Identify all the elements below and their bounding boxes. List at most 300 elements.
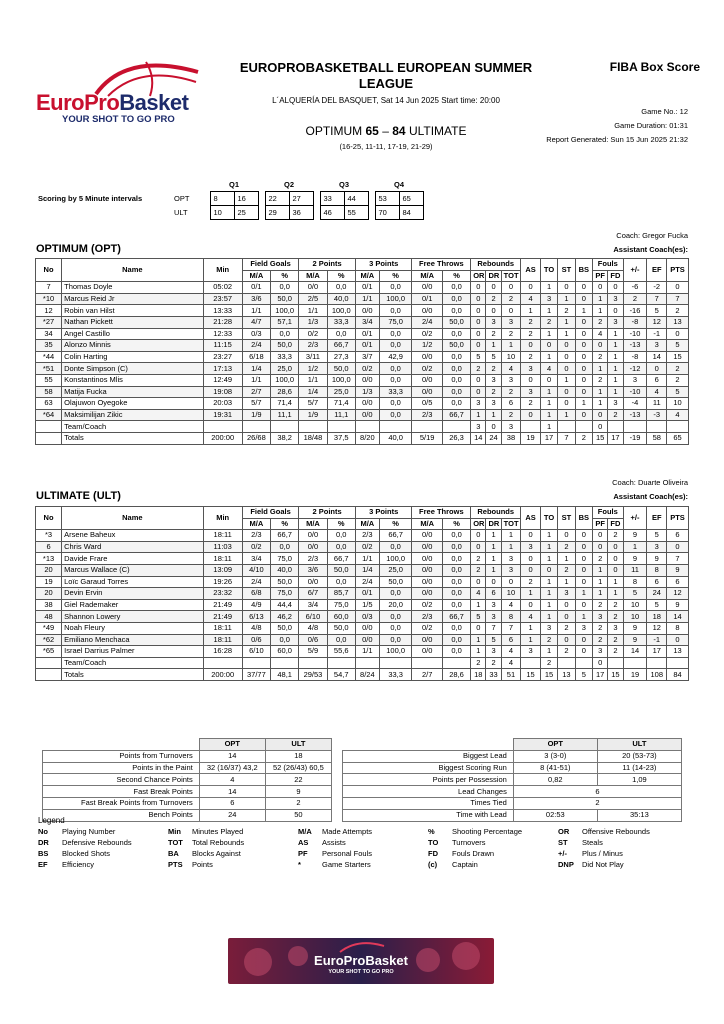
stat-cell	[647, 657, 667, 669]
stat-cell: 18:11	[203, 634, 242, 646]
legend-key: OR	[558, 827, 570, 836]
stat-cell: -12	[623, 363, 647, 375]
stat-value: 24	[199, 809, 265, 821]
stat-cell: Matija Fucka	[62, 386, 203, 398]
column-subheader: M/A	[412, 518, 442, 530]
stat-cell: 0	[593, 530, 608, 542]
column-header: BS	[575, 259, 592, 282]
home-team: OPTIMUM	[305, 124, 363, 138]
stat-cell: 4/7	[242, 316, 270, 328]
stat-cell: 2	[593, 351, 608, 363]
stat-cell: 3	[647, 340, 667, 352]
stat-cell: Davide Frare	[62, 553, 203, 565]
stat-cell: 75,0	[379, 316, 412, 328]
stat-cell: 0	[593, 282, 608, 294]
stat-cell: 2	[608, 599, 623, 611]
stat-cell	[412, 657, 442, 669]
stat-cell: 3	[501, 553, 521, 565]
stat-cell: 0	[593, 541, 608, 553]
stat-cell: 0	[486, 282, 501, 294]
stat-cell: 7	[36, 282, 62, 294]
stat-cell: 18/48	[299, 432, 327, 444]
column-header: AS	[521, 259, 541, 282]
stat-cell: 1	[486, 541, 501, 553]
column-subheader: M/A	[355, 270, 379, 282]
stat-cell: 0	[471, 282, 486, 294]
stat-cell: 1	[486, 564, 501, 576]
stat-cell: 0	[575, 351, 592, 363]
stat-cell: 12	[667, 588, 689, 600]
stat-cell: 1/3	[299, 316, 327, 328]
stat-cell: 21:28	[203, 316, 242, 328]
stat-value: 20 (53-73)	[597, 750, 681, 762]
column-subheader: %	[442, 270, 470, 282]
stat-cell: 0	[575, 541, 592, 553]
stat-cell: 0	[521, 564, 541, 576]
stat-cell: 3	[501, 421, 521, 433]
stat-label: Points from Turnovers	[43, 750, 200, 762]
stat-cell: 1	[471, 599, 486, 611]
legend-key: BS	[38, 849, 49, 858]
stat-cell: 0	[575, 634, 592, 646]
stat-cell: 0,0	[327, 328, 355, 340]
stat-cell: 20:03	[203, 398, 242, 410]
stat-cell: 2/3	[299, 340, 327, 352]
player-row	[36, 646, 689, 658]
stat-cell: 0/0	[412, 374, 442, 386]
team2-coach: Coach: Duarte Oliveira	[612, 478, 688, 487]
stat-cell: 0	[593, 409, 608, 421]
stat-cell: 75,0	[271, 553, 299, 565]
legend-desc: Blocked Shots	[62, 849, 110, 858]
stat-cell: 9	[623, 530, 647, 542]
stat-cell: 6	[36, 541, 62, 553]
legend-key: AS	[298, 838, 309, 847]
stat-cell: 0	[471, 316, 486, 328]
stat-cell	[327, 657, 355, 669]
legend-key: PF	[298, 849, 308, 858]
stat-cell: 18:11	[203, 530, 242, 542]
stat-cell: 4	[593, 328, 608, 340]
column-header: 3 Points	[355, 259, 412, 271]
stat-cell	[36, 657, 62, 669]
stat-cell: 0,0	[327, 634, 355, 646]
stat-cell: 1	[593, 576, 608, 588]
stat-cell: 0,0	[442, 646, 470, 658]
player-row	[36, 409, 689, 421]
stat-cell	[575, 657, 592, 669]
legend-key: ST	[558, 838, 568, 847]
report-title: EUROPROBASKETBALL EUROPEAN SUMMER LEAGUE	[239, 60, 533, 91]
column-header: PTS	[667, 507, 689, 530]
stat-cell: 21:49	[203, 599, 242, 611]
quarter-scores: (16-25, 11-11, 17-19, 21-29)	[339, 142, 433, 151]
stat-cell: 0	[667, 282, 689, 294]
column-header: No	[36, 507, 62, 530]
stat-cell: 2	[593, 622, 608, 634]
legend-title: Legend	[38, 816, 65, 825]
stat-cell: 2	[608, 409, 623, 421]
legend-key: M/A	[298, 827, 312, 836]
stat-cell: 1	[558, 328, 575, 340]
stat-cell: *13	[36, 553, 62, 565]
stat-cell: 0,0	[327, 541, 355, 553]
stat-cell: 2	[501, 293, 521, 305]
stat-cell: 1	[575, 588, 592, 600]
stat-cell: 0	[575, 328, 592, 340]
stats-head-ult: ULT	[265, 739, 331, 751]
stat-cell: 66,7	[271, 530, 299, 542]
stat-cell	[608, 421, 623, 433]
stat-cell: Chris Ward	[62, 541, 203, 553]
stat-value: 0,82	[513, 774, 597, 786]
stat-cell	[623, 657, 647, 669]
legend-key: No	[38, 827, 48, 836]
stat-cell: 0	[575, 363, 592, 375]
stat-label: Biggest Scoring Run	[343, 762, 514, 774]
player-row	[36, 363, 689, 375]
column-subheader: M/A	[412, 270, 442, 282]
stat-cell: 3	[608, 622, 623, 634]
stat-cell: 33,3	[327, 316, 355, 328]
stat-cell: 1	[540, 553, 557, 565]
stat-cell: 0/0	[412, 634, 442, 646]
stat-cell: 2	[593, 316, 608, 328]
stat-cell: 15	[593, 432, 608, 444]
column-header: Min	[203, 259, 242, 282]
stat-cell: 46,2	[271, 611, 299, 623]
column-subheader: M/A	[355, 518, 379, 530]
legend-desc: Defensive Rebounds	[62, 838, 132, 847]
stat-cell: 13	[558, 669, 575, 681]
stat-cell: 0/1	[412, 293, 442, 305]
stat-cell: 1	[540, 611, 557, 623]
stat-cell: 25,0	[379, 564, 412, 576]
stat-cell: 0,0	[379, 634, 412, 646]
header-row	[36, 507, 689, 519]
report-generated: Report Generated: Sun 15 Jun 2025 21:32	[546, 135, 688, 144]
stat-cell	[271, 657, 299, 669]
team-stats-right	[342, 738, 682, 822]
stat-cell: 0,0	[379, 541, 412, 553]
stat-cell: 11	[647, 398, 667, 410]
stat-cell: 29/53	[299, 669, 327, 681]
legend-desc: Steals	[582, 838, 603, 847]
stat-cell: 0	[575, 409, 592, 421]
player-row	[36, 622, 689, 634]
column-header: ST	[558, 507, 575, 530]
stat-cell: 2	[521, 328, 541, 340]
stat-cell: 1	[593, 588, 608, 600]
player-row	[36, 282, 689, 294]
stat-cell: 10	[623, 599, 647, 611]
stat-cell: 3	[647, 541, 667, 553]
stat-value: 1,09	[597, 774, 681, 786]
stat-cell: -13	[623, 340, 647, 352]
column-header: Fouls	[593, 259, 623, 271]
stat-cell: 0	[575, 374, 592, 386]
stat-cell: 2	[608, 530, 623, 542]
stat-cell: 0	[521, 282, 541, 294]
stat-cell: -1	[647, 328, 667, 340]
stat-value: 4	[199, 774, 265, 786]
stat-cell: 1	[558, 293, 575, 305]
stat-cell: 0	[558, 599, 575, 611]
stat-cell: 0/0	[355, 622, 379, 634]
stat-cell: 0,0	[327, 530, 355, 542]
stat-cell: 0/0	[355, 409, 379, 421]
stat-value: 11 (14-23)	[597, 762, 681, 774]
interval-cell: 10	[210, 206, 234, 220]
stat-value: 8 (41-51)	[513, 762, 597, 774]
stat-cell: 71,4	[271, 398, 299, 410]
stat-cell: 6/8	[242, 588, 270, 600]
column-header: TO	[540, 507, 557, 530]
stat-cell: 0	[471, 541, 486, 553]
stat-cell: 6/18	[242, 351, 270, 363]
stat-cell: 1	[486, 553, 501, 565]
stat-cell: 37/77	[242, 669, 270, 681]
stat-cell: *44	[36, 351, 62, 363]
column-header: No	[36, 259, 62, 282]
stat-cell: 0,0	[442, 386, 470, 398]
stat-cell: 100,0	[327, 305, 355, 317]
column-subheader: PF	[593, 518, 608, 530]
stat-cell: 1	[540, 421, 557, 433]
column-subheader: FD	[608, 518, 623, 530]
column-header: Name	[62, 259, 203, 282]
logo-slogan: YOUR SHOT TO GO PRO	[62, 114, 175, 125]
stat-cell: 6	[501, 634, 521, 646]
banner-brand: EuroProBasket	[314, 953, 408, 968]
stat-cell: 0	[575, 530, 592, 542]
stat-cell: 3/4	[299, 599, 327, 611]
stat-cell: 0/2	[412, 328, 442, 340]
stat-cell: 0,0	[442, 622, 470, 634]
stat-label: Time with Lead	[343, 809, 514, 821]
stat-cell: 6	[501, 398, 521, 410]
stat-cell: 0,0	[442, 398, 470, 410]
player-row	[36, 588, 689, 600]
stat-cell: 0	[558, 398, 575, 410]
stat-cell: 0	[575, 340, 592, 352]
legend-desc: Offensive Rebounds	[582, 827, 650, 836]
stat-cell: 15	[667, 351, 689, 363]
stat-cell: 0	[593, 421, 608, 433]
stat-cell: 0	[593, 657, 608, 669]
column-header: Field Goals	[242, 507, 299, 519]
team-stat-row	[43, 786, 332, 798]
stat-cell: 1	[593, 293, 608, 305]
stat-cell: 1	[608, 328, 623, 340]
stat-cell: 50,0	[327, 622, 355, 634]
stat-cell: 0/1	[355, 588, 379, 600]
stat-cell: 2	[486, 293, 501, 305]
stat-cell: 9	[623, 553, 647, 565]
legend-desc: Minutes Played	[192, 827, 244, 836]
stat-cell: 12:33	[203, 328, 242, 340]
stat-cell: 6/10	[242, 646, 270, 658]
stat-cell: 7	[667, 553, 689, 565]
stat-cell: 65	[667, 432, 689, 444]
column-header: Free Throws	[412, 259, 471, 271]
stat-cell: 4	[501, 646, 521, 658]
stat-cell: 26,3	[442, 432, 470, 444]
column-header: Min	[203, 507, 242, 530]
stat-cell: 1/1	[355, 553, 379, 565]
stat-cell: 0	[540, 564, 557, 576]
legend-key: (c)	[428, 860, 438, 869]
stat-cell	[203, 657, 242, 669]
stat-cell: 4/10	[242, 564, 270, 576]
stat-cell: 55	[36, 374, 62, 386]
column-header: 2 Points	[299, 259, 356, 271]
player-row	[36, 541, 689, 553]
stat-cell: 6	[647, 374, 667, 386]
stat-cell: 57,1	[271, 316, 299, 328]
stat-cell: 3	[501, 316, 521, 328]
legend-desc: Turnovers	[452, 838, 486, 847]
stat-label: Fast Break Points	[43, 786, 200, 798]
legend-key: FD	[428, 849, 438, 858]
stat-label: Fast Break Points from Turnovers	[43, 797, 200, 809]
legend-row	[38, 849, 688, 860]
stat-cell: 0/0	[412, 541, 442, 553]
stat-cell: 5	[623, 588, 647, 600]
column-subheader: %	[271, 518, 299, 530]
stat-cell: 3	[540, 293, 557, 305]
stat-cell: 0	[558, 351, 575, 363]
stat-cell: 1/1	[299, 305, 327, 317]
stat-cell: 7	[558, 432, 575, 444]
stat-cell	[442, 421, 470, 433]
q4-header: Q4	[393, 180, 404, 189]
stat-cell: 85,7	[327, 588, 355, 600]
stat-label: Lead Changes	[343, 786, 514, 798]
stat-cell: 28,6	[271, 386, 299, 398]
stat-cell	[667, 421, 689, 433]
stat-cell: 5	[667, 386, 689, 398]
stat-cell	[355, 421, 379, 433]
team-stat-row	[343, 797, 682, 809]
stat-cell	[271, 421, 299, 433]
stat-cell: 108	[647, 669, 667, 681]
stat-value: 2	[513, 797, 681, 809]
stat-cell: 0	[501, 576, 521, 588]
stat-cell: 100,0	[271, 305, 299, 317]
stat-cell: 23:32	[203, 588, 242, 600]
stat-cell: 4	[647, 386, 667, 398]
stat-cell: 1	[558, 374, 575, 386]
stat-cell: 44,4	[271, 599, 299, 611]
stat-cell: 18:11	[203, 553, 242, 565]
q3-header: Q3	[338, 180, 349, 189]
home-score: 65	[365, 124, 379, 138]
stat-cell: 1	[608, 374, 623, 386]
stat-cell: 0	[521, 553, 541, 565]
stat-cell: 2	[608, 634, 623, 646]
stat-cell	[608, 657, 623, 669]
stat-cell: 1	[593, 305, 608, 317]
stat-cell: 11:15	[203, 340, 242, 352]
stat-cell: 13:33	[203, 305, 242, 317]
stat-cell: 35	[36, 340, 62, 352]
stat-cell: 0,0	[271, 282, 299, 294]
stat-cell: *51	[36, 363, 62, 375]
legend-key: BA	[168, 849, 179, 858]
stat-cell: 8	[647, 564, 667, 576]
stat-cell: 2	[593, 599, 608, 611]
stat-cell: 6	[667, 576, 689, 588]
stat-cell: 2	[558, 305, 575, 317]
stat-cell: 200:00	[203, 432, 242, 444]
stat-cell: 0	[486, 305, 501, 317]
stat-cell: 6	[647, 576, 667, 588]
player-row	[36, 553, 689, 565]
stat-value: 35:13	[597, 809, 681, 821]
stat-cell: 50,0	[442, 316, 470, 328]
stat-cell: 3/6	[242, 293, 270, 305]
stat-cell: 0/0	[412, 576, 442, 588]
interval-cell: 25	[234, 206, 258, 220]
stat-cell: 8/20	[355, 432, 379, 444]
stat-cell: 1/9	[299, 409, 327, 421]
interval-cell: 16	[234, 192, 258, 206]
player-row	[36, 634, 689, 646]
stat-cell: -8	[623, 316, 647, 328]
team2-boxscore	[35, 506, 689, 681]
stat-cell: 2	[521, 576, 541, 588]
stat-value: 14	[199, 750, 265, 762]
stat-cell: 37,5	[327, 432, 355, 444]
stat-cell: 0/6	[242, 634, 270, 646]
stat-cell: 0	[521, 409, 541, 421]
stat-cell: 84	[667, 669, 689, 681]
stat-cell: 2	[667, 363, 689, 375]
europrobasket-logo	[34, 58, 224, 128]
venue-line: L´ALQUERÍA DEL BASQUET, Sat 14 Jun 2025 Start time: 20:00	[272, 96, 500, 105]
stat-cell: 66,7	[442, 409, 470, 421]
stat-cell: 5	[647, 305, 667, 317]
stat-cell: 0	[667, 541, 689, 553]
stat-cell: 1	[575, 611, 592, 623]
player-row	[36, 398, 689, 410]
stat-cell: 2	[608, 611, 623, 623]
stat-cell: 3	[593, 646, 608, 658]
legend-desc: Shooting Percentage	[452, 827, 523, 836]
stat-cell: 5	[471, 611, 486, 623]
team-stat-row	[343, 762, 682, 774]
column-header: Rebounds	[471, 507, 521, 519]
stat-cell: 6/7	[299, 588, 327, 600]
stat-cell: 9	[667, 564, 689, 576]
stat-cell: 0/5	[412, 398, 442, 410]
stat-cell: 0/0	[412, 588, 442, 600]
stat-cell	[203, 421, 242, 433]
stat-cell: 3	[593, 611, 608, 623]
stat-cell	[667, 657, 689, 669]
stat-cell: 2	[667, 374, 689, 386]
stat-label: Bench Points	[43, 809, 200, 821]
stat-cell: 1	[593, 363, 608, 375]
column-subheader: %	[442, 518, 470, 530]
stat-cell: 0	[558, 363, 575, 375]
column-header: +/-	[623, 259, 647, 282]
stat-cell: 11,1	[327, 409, 355, 421]
stat-cell: 23:57	[203, 293, 242, 305]
stat-cell: 75,0	[271, 588, 299, 600]
stat-cell: 1	[501, 340, 521, 352]
